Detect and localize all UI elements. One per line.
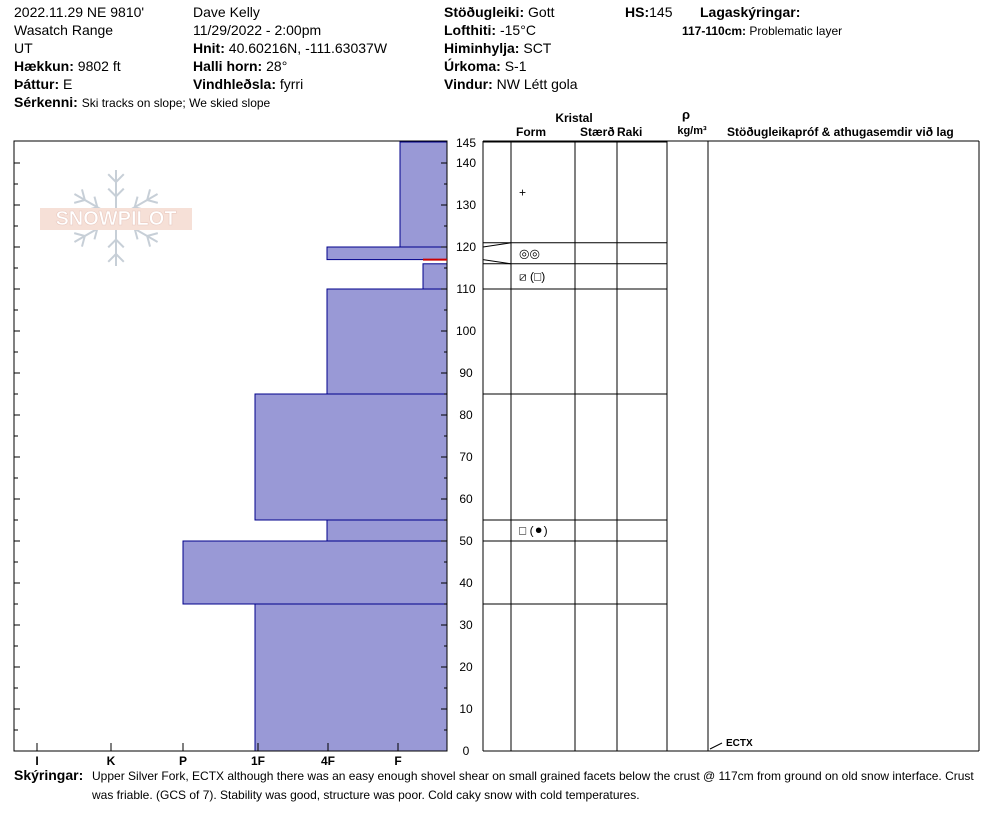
hardness-label-F: F	[394, 754, 402, 768]
layer-notes-label: Lagaskýringar:	[700, 4, 801, 20]
flake-branch-0-1	[108, 174, 116, 182]
height-label-0: 0	[462, 744, 470, 758]
sky-label: Himinhylja:	[444, 40, 520, 56]
hardness-layer-4	[255, 394, 447, 520]
hardness-layer-6	[183, 541, 447, 604]
hardness-layer-7	[255, 604, 447, 751]
height-label-120: 120	[455, 240, 477, 254]
height-label-40: 40	[459, 576, 473, 590]
elevation-value: 9802 ft	[77, 58, 121, 74]
observer-name: Dave Kelly	[193, 4, 260, 20]
layer-note-range: 117-110cm:	[682, 24, 747, 38]
date-aspect-elevation: 2022.11.29 NE 9810'	[14, 4, 145, 20]
hs-value: 145	[649, 4, 673, 20]
hardness-layer-3	[327, 289, 447, 394]
height-label-60: 60	[459, 492, 473, 506]
test-label-0: ECTX	[726, 738, 753, 749]
snowpilot-logo	[40, 170, 192, 266]
logo-text: SNOWPILOT	[55, 208, 177, 230]
flake-branch-2-1	[147, 233, 158, 236]
rho-header: ρ	[681, 107, 691, 122]
height-label-30: 30	[459, 618, 473, 632]
hardness-label-P: P	[178, 754, 188, 768]
crystal-header: Kristal	[555, 111, 593, 125]
grain-forms	[519, 185, 548, 537]
test-leader-0	[710, 743, 722, 749]
height-label-80: 80	[459, 408, 473, 422]
height-label-20: 20	[459, 660, 473, 674]
range-name: Wasatch Range	[14, 22, 114, 38]
air-temp-value: -15°C	[499, 22, 536, 38]
air-temp-label: Lofthiti:	[444, 22, 497, 38]
height-label-110: 110	[456, 282, 476, 296]
grain-form-1: ◎◎	[519, 246, 540, 261]
wind-value: NW Létt gola	[496, 76, 578, 92]
moisture-header: Raki	[617, 125, 643, 139]
stability-tests	[710, 738, 753, 749]
wind-loading-label: Vindhleðsla:	[193, 76, 276, 92]
height-label-90: 90	[459, 366, 473, 380]
hardness-layer-0	[400, 142, 447, 247]
flake-branch-3-0	[108, 240, 116, 248]
grain-form-3: □ (⚫︎)	[519, 523, 548, 538]
flake-branch-0-0	[108, 189, 116, 197]
slope-label: Halli horn:	[193, 58, 263, 74]
remarks-text: Upper Silver Fork, ECTX although there was an easy enough shovel shear on small grained facets below the crust @ 117cm from ground on old snow interface. Crust was friable. (GCS of 7). Stability was good, structure was poor. Cold caky snow with cold temperatures.	[92, 769, 974, 802]
wind-label: Vindur:	[444, 76, 493, 92]
slope-value: 28°	[266, 58, 288, 74]
flake-branch-3-1	[108, 254, 116, 262]
layer-note-text: Problematic layer	[749, 24, 843, 38]
features-value: Ski tracks on slope; We skied slope	[81, 96, 271, 110]
coords-value: 40.60216N, -111.63037W	[228, 40, 388, 56]
connector-117	[483, 260, 511, 264]
state-name: UT	[14, 40, 33, 56]
height-label-100: 100	[455, 324, 477, 338]
left-minor-ticks	[14, 163, 20, 751]
observation-datetime: 11/29/2022 - 2:00pm	[193, 22, 322, 38]
layer-connectors	[483, 142, 511, 604]
hardness-label-K: K	[106, 754, 116, 768]
precip-value: S-1	[504, 58, 527, 74]
flake-branch-3-0	[116, 240, 124, 248]
hardness-label-4F: 4F	[320, 754, 336, 768]
hardness-layer-2	[423, 264, 447, 289]
height-label-10: 10	[459, 702, 473, 716]
tests-header: Stöðugleikapróf & athugasemdir við lag	[727, 125, 954, 139]
hs-label: HS:	[625, 4, 650, 20]
stability-value: Gott	[528, 4, 555, 20]
grain-form-2: ⧄ (□)	[519, 269, 546, 284]
flake-branch-4-1	[74, 233, 85, 236]
height-label-50: 50	[459, 534, 473, 548]
flake-branch-0-0	[116, 189, 124, 197]
hardness-label-1F: 1F	[250, 754, 266, 768]
aspect-value: E	[63, 76, 73, 92]
remarks-label: Skýringar:	[14, 767, 84, 783]
hardness-layers	[183, 142, 447, 751]
form-header: Form	[516, 125, 546, 139]
sky-value: SCT	[523, 40, 552, 56]
elevation-label: Hækkun:	[14, 58, 74, 74]
stability-label: Stöðugleiki:	[444, 4, 525, 20]
precip-label: Úrkoma:	[444, 58, 501, 74]
aspect-label: Þáttur:	[14, 76, 60, 92]
density-unit-header: kg/m³	[677, 125, 707, 137]
height-label-130: 130	[455, 198, 477, 212]
size-header: Stærð	[580, 125, 615, 139]
grain-form-0: +	[519, 185, 527, 200]
hardness-layer-1	[327, 247, 447, 260]
coords-label: Hnit:	[193, 40, 225, 56]
height-label-145: 145	[455, 136, 477, 150]
wind-loading-value: fyrri	[279, 76, 304, 92]
flake-branch-0-1	[116, 174, 124, 182]
hardness-layer-5	[327, 520, 447, 541]
connector-120	[483, 243, 511, 247]
flake-branch-1-1	[147, 200, 158, 203]
height-label-140: 140	[455, 156, 477, 170]
flake-branch-5-1	[74, 200, 85, 203]
features-label: Sérkenni:	[14, 94, 78, 110]
hardness-label-I: I	[35, 754, 39, 768]
height-label-70: 70	[459, 450, 473, 464]
flake-branch-3-1	[116, 254, 124, 262]
